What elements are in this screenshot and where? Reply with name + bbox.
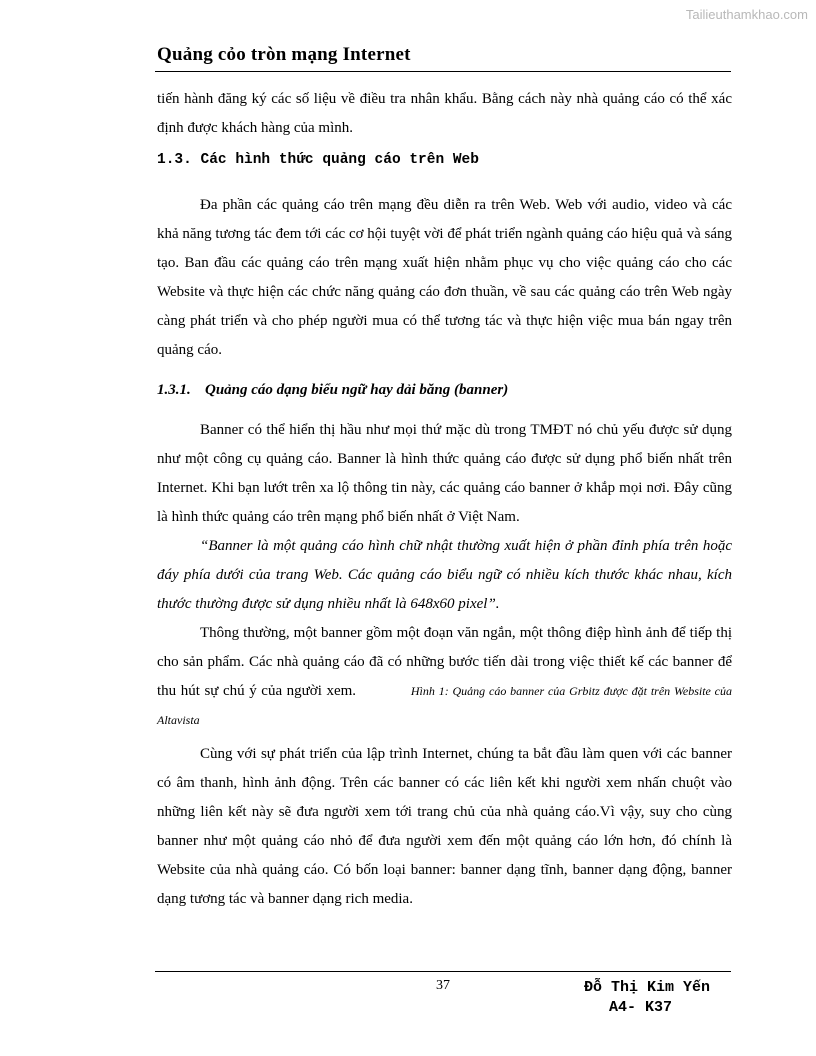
- subsection-title: Quảng cáo dạng biểu ngữ hay dải băng (banner): [205, 382, 509, 398]
- section-paragraph: Đa phần các quảng cáo trên mạng đều diễn ra trên Web. Web với audio, video và các khả năng tương tác đem tới các cơ hội tuyệt vời để phát triển ngành quảng cáo hiệu quả và sáng tạo. Ban đầu các quảng cáo trên mạng xuất hiện nhằm phục vụ cho việc quảng cáo cho các Website và thực hiện các chức năng quảng cáo đơn thuần, về sau các quảng cáo trên Web ngày càng phát triển và cho phép người mua có thể tương tác và thực hiện việc mua bán ngay trên quảng cáo.: [157, 197, 732, 358]
- subsection-heading: [157, 382, 508, 399]
- watermark: Tailieuthamkhao.com: [685, 7, 808, 22]
- subsection-block: [157, 416, 732, 914]
- section-block: [157, 191, 732, 365]
- section-heading: 1.3. Các hình thức quảng cáo trên Web: [157, 152, 479, 168]
- footer-divider: [155, 971, 731, 972]
- header-divider: [155, 71, 731, 72]
- banner-paragraph-3: Cùng với sự phát triển của lập trình Internet, chúng ta bắt đầu làm quen với các banner có âm thanh, hình ảnh động. Trên các banner có các liên kết khi người xem nhấn chuột vào những liên kết này sẽ đưa người xem tới trang chủ của nhà quảng cáo.Vì vậy, suy cho cùng banner như một quảng cáo nhỏ để đưa người xem đến một quảng cáo lớn hơn, đó chính là Website của nhà quảng cáo. Có bốn loại banner: banner dạng tĩnh, banner dạng động, banner dạng tương tác và banner dạng rich media.: [157, 746, 732, 907]
- figure-caption: Hình 1: Quảng cáo banner của Grbitz được đặt trên Website của Altavista: [157, 684, 732, 727]
- author-name: Đỗ Thị Kim Yến: [584, 979, 711, 996]
- intro-block: [157, 85, 732, 143]
- banner-quote: “Banner là một quảng cáo hình chữ nhật thường xuất hiện ở phần đỉnh phía trên hoặc đáy phía dưới của trang Web. Các quảng cáo biểu ngữ có nhiều kích thước khác nhau, kích thước thường được sử dụng nhiều nhất là 648x60 pixel”.: [157, 538, 732, 612]
- subsection-number: 1.3.1.: [157, 382, 191, 398]
- running-header-title: Quảng cỏo tròn mạng Internet: [157, 44, 411, 65]
- intro-paragraph: tiến hành đăng ký các số liệu về điều tra nhân khẩu. Bằng cách này nhà quảng cáo có thể xác định được khách hàng của mình.: [157, 91, 732, 136]
- page-number: 37: [436, 978, 450, 993]
- banner-paragraph-2-text: Thông thường, một banner gồm một đoạn văn ngắn, một thông điệp hình ảnh để tiếp thị cho sản phẩm. Các nhà quảng cáo đã có những bước tiến dài trong việc thiết kế các banner để thu hút sự chú ý của người xem.: [157, 625, 732, 699]
- banner-paragraph-2: [157, 619, 732, 735]
- author-class: A4- K37: [609, 999, 673, 1016]
- banner-paragraph-1: Banner có thể hiển thị hầu như mọi thứ mặc dù trong TMĐT nó chủ yếu được sử dụng như một công cụ quảng cáo. Banner là hình thức quảng cáo được sử dụng phổ biến nhất trên Internet. Khi bạn lướt trên xa lộ thông tin này, các quảng cáo banner ở khắp mọi nơi. Đây cũng là hình thức quảng cáo trên mạng phổ biến nhất ở Việt Nam.: [157, 422, 732, 525]
